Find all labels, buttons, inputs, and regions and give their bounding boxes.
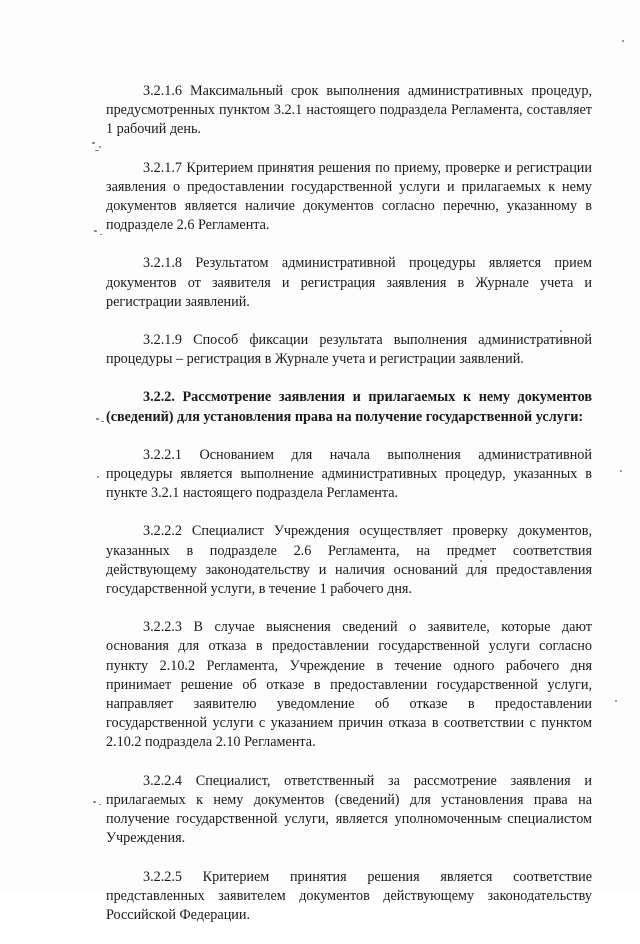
scan-speck	[96, 418, 99, 420]
paragraph-3-2-2-3: 3.2.2.3 В случае выяснения сведений о заявителе, которые дают основания для отказа в предоставлении государственной услуги согласно пункту 2.10.2 Регламента, Учреждение в течение одного рабочего дня принимает решение об отказе в предоставлении государственной услуги, направляет заявителю уведомление об отказе в предоставлении государственной услуги с указанием причин отказа в соответствии с пунктом 2.10.2 подраздела 2.10 Регламента.	[106, 619, 592, 751]
scan-speck	[615, 700, 617, 702]
paragraph-3-2-2-4: 3.2.2.4 Специалист, ответственный за рассмотрение заявления и прилагаемых к нему документов (сведений) для установления права на получение государственной услуги, является уполномоченным специалистом Учреждения.	[106, 772, 592, 847]
scan-speck	[95, 150, 99, 151]
paragraph-3-2-1-7: 3.2.1.7 Критерием принятия решения по приему, проверке и регистрации заявления о предоставлении государственной услуги и прилагаемых к нему документов является наличие документов согласно перечню, указанному в подразделе 2.6 Регламента.	[106, 159, 592, 234]
paragraph-3-2-2-1: 3.2.2.1 Основанием для начала выполнения административной процедуры является выполнение административных процедур, указанных в пункте 3.2.1 настоящего подраздела Регламента.	[106, 446, 592, 502]
paragraph-3-2-2-2: 3.2.2.2 Специалист Учреждения осуществляет проверку документов, указанных в подразделе 2.6 Регламента, на предмет соответствия действующему законодательству и наличия оснований для предоставления государственной услуги, в течение 1 рабочего дня.	[106, 523, 592, 598]
paragraph-3-2-1-6: 3.2.1.6 Максимальный срок выполнения административных процедур, предусмотренных пунктом 3.2.1 настоящего подраздела Регламента, составляет 1 рабочий день.	[106, 83, 592, 138]
scan-speck	[100, 234, 102, 235]
scan-speck	[97, 476, 99, 478]
document-body	[106, 82, 592, 944]
paragraph-3-2-1-8: 3.2.1.8 Результатом административной процедуры является прием документов от заявителя и регистрация заявления в Журнале учета и регистрации заявлений.	[106, 255, 592, 310]
section-heading-3-2-2: 3.2.2. Рассмотрение заявления и прилагаемых к нему документов (сведений) для установления права на получение государственной услуги:	[106, 389, 592, 425]
scan-speck	[620, 470, 622, 472]
scan-speck	[622, 40, 624, 42]
paragraph-3-2-2-5: 3.2.2.5 Критерием принятия решения является соответствие представленных заявителем документов действующему законодательству Российской Федерации.	[106, 868, 592, 923]
scan-speck	[93, 801, 96, 803]
scan-speck	[92, 142, 95, 144]
scan-speck	[99, 146, 101, 148]
paragraph-3-2-1-9: 3.2.1.9 Способ фиксации результата выполнения административной процедуры – регистрация в Журнале учета и регистрации заявлений.	[106, 332, 592, 368]
scan-speck	[99, 804, 101, 805]
scan-speck	[94, 230, 97, 232]
scan-speck	[101, 421, 104, 422]
